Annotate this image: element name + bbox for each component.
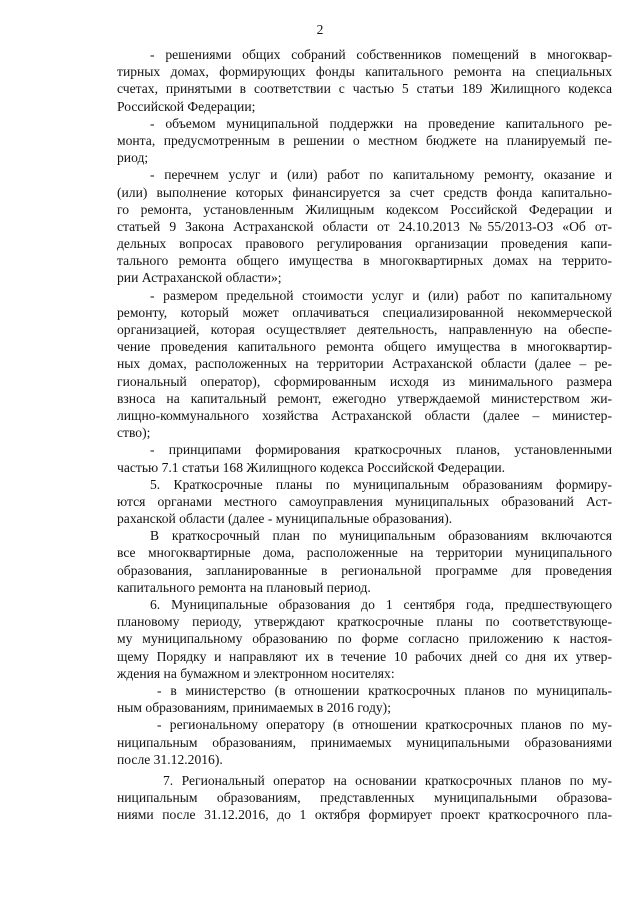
text-line: дельных вопросах правового регулирования организации проведения капи-	[117, 236, 612, 252]
text-line: ниципальным образованиям, представленных муниципальными образова-	[117, 790, 612, 806]
text-line: раханской области (далее - муниципальные образования).	[117, 511, 453, 527]
page-number: 2	[316, 22, 324, 37]
text-line: статьей 9 Закона Астраханской области от 24.10.2013 №55/2013-ОЗ «Об от-	[117, 218, 612, 234]
text-line: 6. Муниципальные образования до 1 сентября года, предшествующего	[150, 597, 612, 612]
text-line: лищно-коммунального хозяйства Астраханской области (далее – министер-	[117, 407, 612, 423]
text-line: организацией, которая осуществляет деятельность, направленную на обеспе-	[117, 322, 612, 337]
text-line: капитального ремонта на плановый период.	[117, 579, 371, 595]
text-line: (или) выполнение которых финансируется за счет средств фонда капитально-	[117, 184, 612, 200]
text-line: все многоквартирные дома, расположенные на территории муниципального	[117, 545, 612, 561]
text-line: 5. Краткосрочные планы по муниципальным образованиям формиру-	[150, 476, 612, 492]
text-line: щему Порядку и направляют их в течение 10 рабочих дней со дня их утвер-	[117, 648, 612, 664]
text-line: - размером предельной стоимости услуг и (или) работ по капитальному	[150, 287, 612, 303]
text-line: тирных домах, формирующих фонды капитального ремонта на специальных	[117, 64, 612, 80]
text-line: взноса на капитальный ремонт, ежегодно утверждаемой министерством жи-	[117, 390, 612, 406]
text-line: ремонту, который может оплачиваться специализированной некоммерческой	[117, 304, 612, 320]
text-line: - региональному оператору (в отношении краткосрочных планов по му-	[157, 717, 612, 733]
text-line: ждения на бумажном и электронном носителях:	[117, 665, 395, 681]
text-line: В краткосрочный план по муниципальным образованиям включаются	[150, 528, 612, 544]
text-line: - в министерство (в отношении краткосрочных планов по муниципаль-	[157, 682, 612, 698]
text-line: - перечнем услуг и (или) работ по капитальному ремонту, оказание и	[150, 167, 612, 183]
text-line: ных домах, расположенных на территории Астраханской области (далее – ре-	[117, 356, 612, 372]
text-line: ство);	[117, 425, 151, 441]
text-line: гиональный оператор), сформированным исходя из минимального размера	[117, 373, 612, 389]
text-line: - объемом муниципальной поддержки на проведение капитального ре-	[150, 115, 612, 131]
text-line: ниями после 31.12.2016, до 1 октября формирует проект краткосрочного пла-	[117, 807, 612, 823]
text-line: образования, запланированные в региональной программе для проведения	[117, 562, 612, 578]
text-line: ются органами местного самоуправления муниципальных образований Аст-	[117, 493, 612, 509]
text-line: плановому периоду, утверждают краткосрочные планы по соответствующе-	[117, 614, 612, 630]
text-line: - принципами формирования краткосрочных планов, установленными	[150, 442, 612, 458]
text-line: после 31.12.2016).	[117, 751, 223, 767]
document-body	[117, 46, 612, 823]
text-line: чение проведения капитального ремонта общего имущества в многоквартир-	[117, 339, 612, 355]
text-line: ниципальным образованиям, принимаемых муниципальными образованиями	[117, 734, 612, 750]
text-line: му муниципальному образованию по форме согласно приложению к настоя-	[117, 631, 612, 647]
text-line: тального ремонта общего имущества в многоквартирных домах на террито-	[117, 253, 612, 269]
text-line: - решениями общих собраний собственников помещений в многоквар-	[150, 47, 612, 62]
text-line: счетах, принятыми в соответствии с частью 5 статьи 189 Жилищного кодекса	[117, 81, 612, 97]
text-line: риод;	[117, 150, 149, 166]
text-line: монта, предусмотренным в решении о местном бюджете на планируемый пе-	[117, 132, 612, 148]
text-line: частью 7.1 статьи 168 Жилищного кодекса Российской Федерации.	[117, 459, 506, 475]
text-line: 7. Региональный оператор на основании краткосрочных планов по му-	[163, 772, 612, 788]
text-line: Российской Федерации;	[117, 98, 256, 114]
text-line: го ремонта, установленным Жилищным кодексом Российской Федерации и	[117, 201, 612, 217]
text-line: рии Астраханской области»;	[117, 270, 282, 286]
text-line: ным образованиям, принимаемых в 2016 году);	[117, 700, 391, 716]
